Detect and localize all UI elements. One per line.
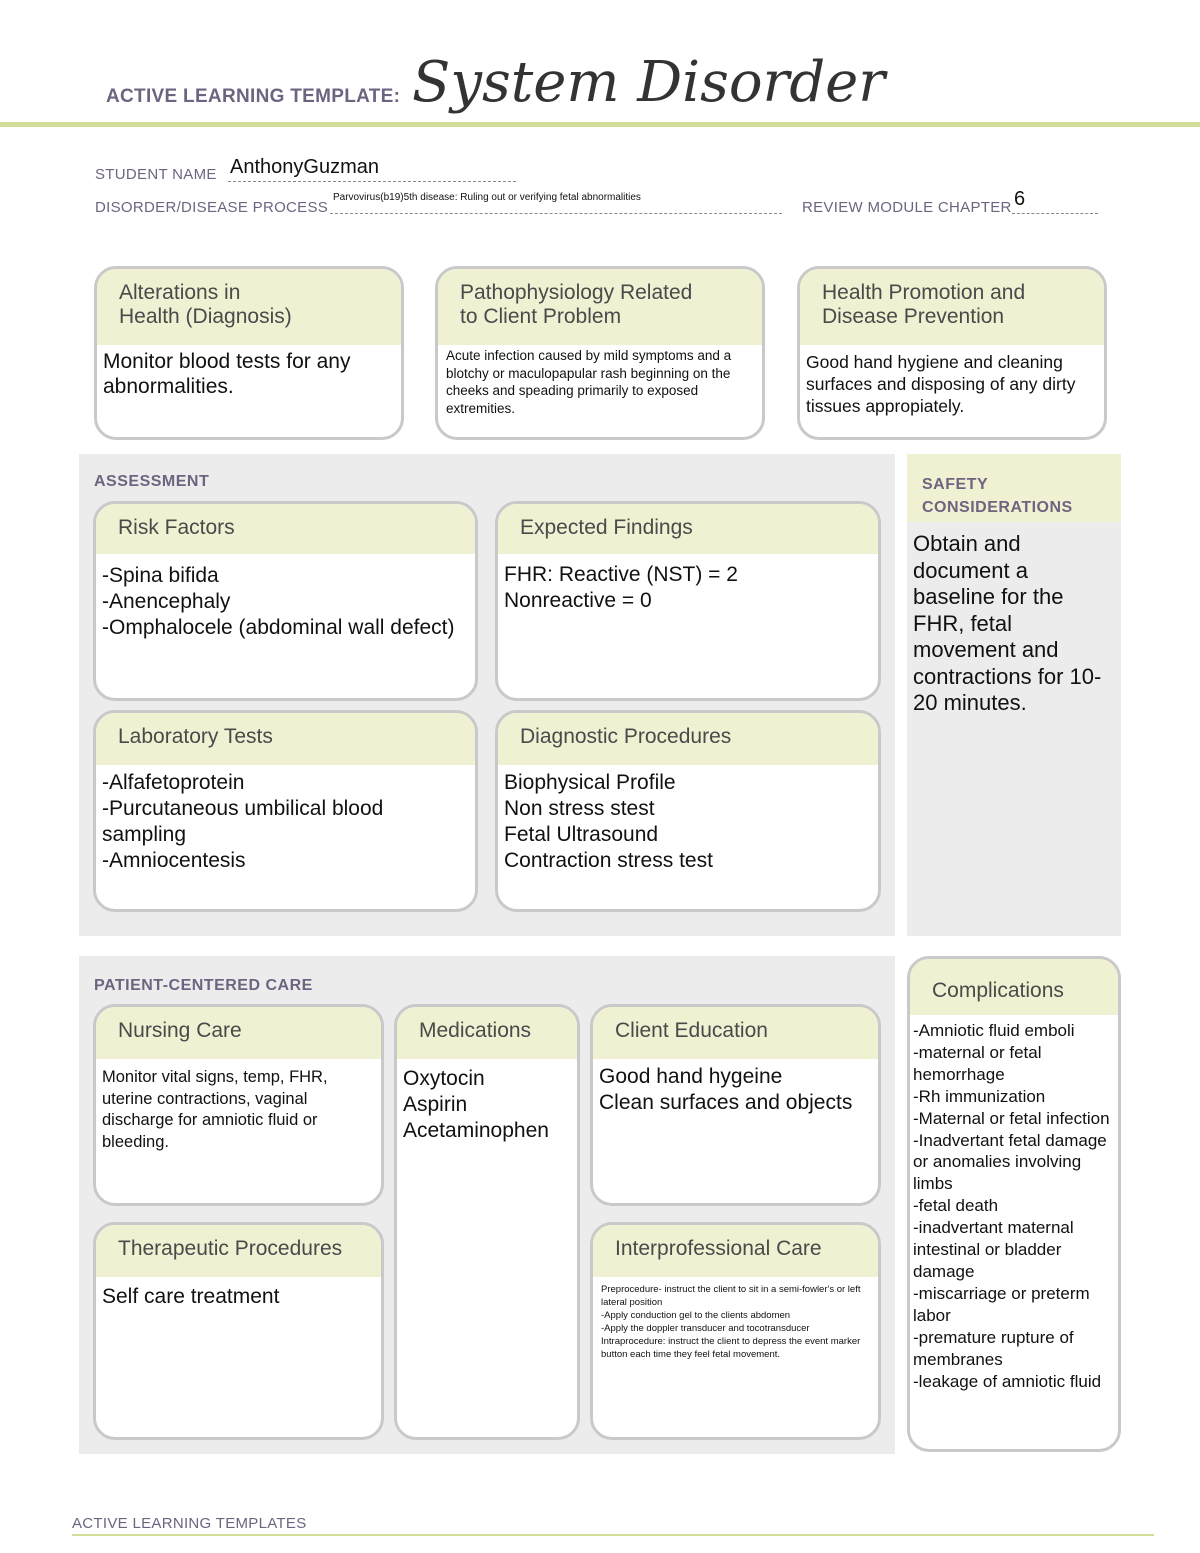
assessment-label: ASSESSMENT (94, 473, 210, 490)
laboratory-tests-box (93, 710, 478, 912)
header-divider (0, 122, 1200, 127)
footer-divider (72, 1534, 1154, 1536)
disorder-line (330, 213, 782, 214)
health-promotion-title: Health Promotion and Disease Prevention (800, 269, 1104, 345)
disorder-label: DISORDER/DISEASE PROCESS (95, 199, 329, 216)
therapeutic-procedures-box (93, 1222, 384, 1440)
interprofessional-care-body: Preprocedure- instruct the client to sit in a semi-fowler's or left lateral position -Apply conduction gel to the clients abdomen -Apply the doppler transducer and tocotransducer Intraprocedure: instruct the client to depress the event marker button each time they feel fetal movement. (601, 1284, 861, 1360)
template-title: System Disorder (412, 50, 886, 115)
disorder-value: Parvovirus(b19)5th disease: Ruling out or verifying fetal abnormalities (333, 192, 641, 203)
expected-findings-box (495, 501, 881, 701)
medications-body: Oxytocin Aspirin Acetaminophen (403, 1067, 549, 1142)
alterations-title: Alterations in Health (Diagnosis) (97, 269, 401, 345)
laboratory-tests-title: Laboratory Tests (96, 713, 475, 765)
alterations-body: Monitor blood tests for any abnormalities. (103, 350, 351, 398)
risk-factors-box (93, 501, 478, 701)
risk-factors-title: Risk Factors (96, 504, 475, 554)
health-promotion-box (797, 266, 1107, 440)
safety-label: SAFETY CONSIDERATIONS (922, 476, 1073, 516)
student-name-line (228, 181, 516, 182)
diagnostic-procedures-body: Biophysical Profile Non stress stest Fetal Ultrasound Contraction stress test (504, 771, 713, 872)
health-promotion-body: Good hand hygiene and cleaning surfaces and disposing of any dirty tissues appropiately. (806, 352, 1076, 416)
therapeutic-procedures-title: Therapeutic Procedures (96, 1225, 381, 1277)
nursing-care-title: Nursing Care (96, 1007, 381, 1059)
pathophysiology-title: Pathophysiology Related to Client Problem (438, 269, 762, 345)
client-education-box (590, 1004, 881, 1206)
student-name-label: STUDENT NAME (95, 166, 217, 183)
student-name-value: AnthonyGuzman (230, 156, 379, 178)
expected-findings-body: FHR: Reactive (NST) = 2 Nonreactive = 0 (504, 563, 738, 612)
diagnostic-procedures-box (495, 710, 881, 912)
nursing-care-box (93, 1004, 384, 1206)
diagnostic-procedures-title: Diagnostic Procedures (498, 713, 878, 765)
chapter-value: 6 (1014, 188, 1026, 210)
interprofessional-care-box (590, 1222, 881, 1440)
patient-care-label: PATIENT-CENTERED CARE (94, 977, 313, 994)
expected-findings-title: Expected Findings (498, 504, 878, 554)
footer-label: ACTIVE LEARNING TEMPLATES (72, 1515, 307, 1532)
template-label: ACTIVE LEARNING TEMPLATE: (106, 86, 401, 107)
safety-body: Obtain and document a baseline for the FHR, fetal movement and contractions for 10-20 minutes. (913, 531, 1102, 715)
laboratory-tests-body: -Alfafetoprotein -Purcutaneous umbilical blood sampling -Amniocentesis (102, 771, 384, 872)
client-education-title: Client Education (593, 1007, 878, 1059)
medications-box (394, 1004, 580, 1440)
therapeutic-procedures-body: Self care treatment (102, 1285, 280, 1308)
client-education-body: Good hand hygeine Clean surfaces and objects (599, 1065, 853, 1114)
pathophysiology-body: Acute infection caused by mild symptoms and a blotchy or maculopapular rash beginning on the cheeks and speading primarily to exposed extremities. (446, 348, 732, 416)
pathophysiology-box (435, 266, 765, 440)
chapter-line (1012, 213, 1098, 214)
complications-title: Complications (910, 959, 1118, 1015)
interprofessional-care-title: Interprofessional Care (593, 1225, 878, 1277)
complications-box (907, 956, 1121, 1452)
complications-body: -Amniotic fluid emboli -maternal or fetal hemorrhage -Rh immunization -Maternal or fetal infection -Inadvertant fetal damage or anomalies involving limbs -fetal death -inadvertant maternal intestinal or bladder damage -miscarriage or preterm labor -premature rupture of membranes -leakage of amniotic fluid (913, 1021, 1110, 1391)
nursing-care-body: Monitor vital signs, temp, FHR, uterine contractions, vaginal discharge for amniotic fluid or bleeding. (102, 1068, 328, 1151)
medications-title: Medications (397, 1007, 577, 1059)
alterations-box (94, 266, 404, 440)
chapter-label: REVIEW MODULE CHAPTER (802, 199, 1012, 216)
risk-factors-body: -Spina bifida -Anencephaly -Omphalocele (abdominal wall defect) (102, 564, 455, 639)
